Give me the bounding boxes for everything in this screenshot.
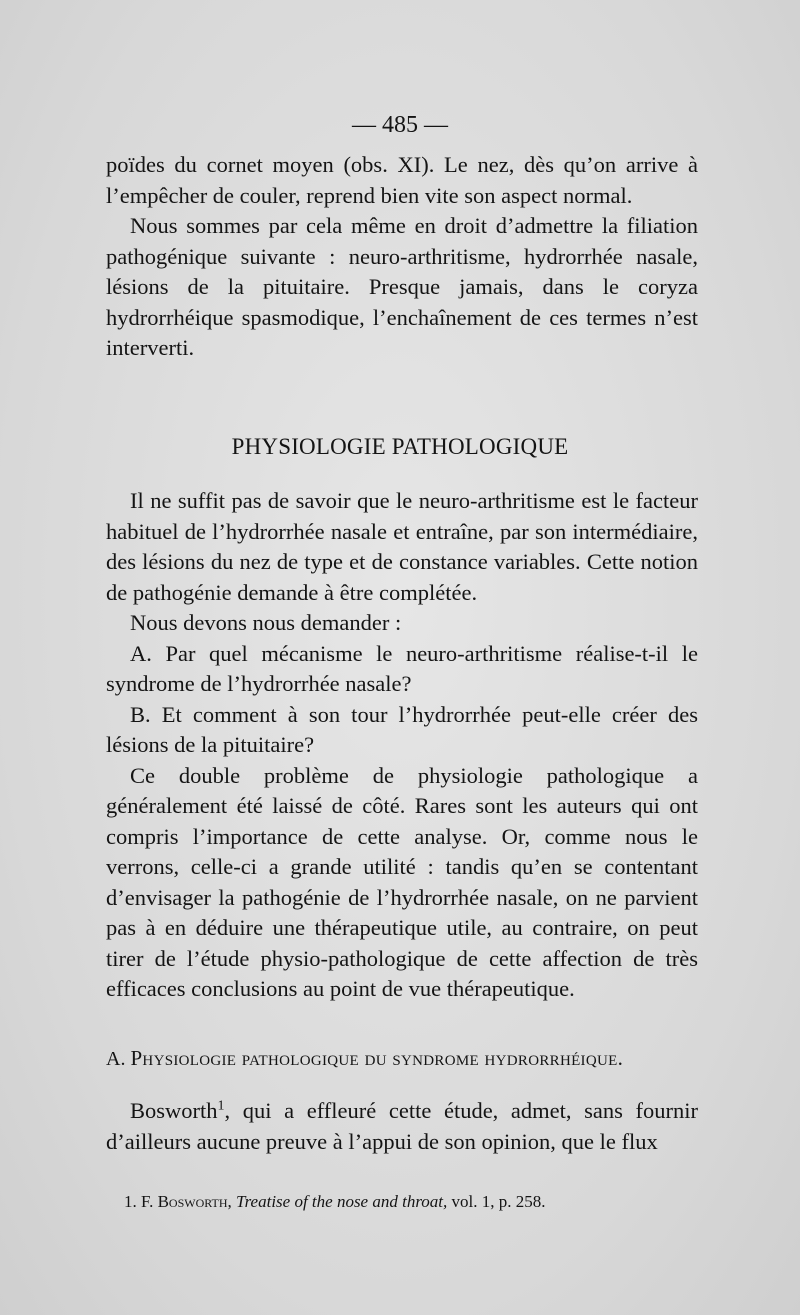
text-block-middle <box>106 486 698 1005</box>
subsection-prefix: A. <box>106 1048 126 1070</box>
text-block-top <box>106 150 698 364</box>
page-number: — 485 — <box>352 112 448 138</box>
subsection-title: Physiologie pathologique du syndrome hydrorrhéique. <box>130 1046 624 1070</box>
paragraph-lead: Bosworth <box>130 1098 218 1123</box>
footnote-title: Treatise of the nose and throat, <box>236 1192 448 1211</box>
paragraph: Nous devons nous demander : <box>130 610 402 635</box>
paragraph: Il ne suffit pas de savoir que le neuro-arthritisme est le facteur habituel de l’hydrorrhée nasale et entraîne, par son intermédiaire, des lésions du nez de type et de constance variables. Cette notion de pathogénie demande à être complétée. <box>106 488 698 605</box>
paragraph-rest: , qui a effleuré cette étude, admet, sans fournir d’ailleurs aucune preuve à l’appui de son opinion, que le flux <box>106 1098 698 1154</box>
footnote-number: 1. <box>124 1192 137 1211</box>
footnote <box>124 1192 724 1212</box>
paragraph: B. Et comment à son tour l’hydrorrhée peut-elle créer des lésions de la pituitaire? <box>106 701 698 757</box>
section-heading: PHYSIOLOGIE PATHOLOGIQUE <box>231 434 569 459</box>
footnote-author: F. Bosworth, <box>141 1192 232 1211</box>
paragraph <box>106 1096 698 1157</box>
paragraph: A. Par quel mécanisme le neuro-arthritisme réalise-t-il le syndrome de l’hydrorrhée nasale? <box>106 640 698 696</box>
paragraph: Nous sommes par cela même en droit d’admettre la filiation pathogénique suivante : neuro-arthritisme, hydrorrhée nasale, lésions de la pituitaire. Presque jamais, dans le coryza hydrorrhéique spasmodique, l’enchaînement de ces termes n’est interverti. <box>106 213 698 360</box>
subsection-heading <box>106 1046 706 1071</box>
paragraph: Ce double problème de physiologie pathologique a généralement été laissé de côté. Rares sont les auteurs qui ont compris l’importance de cette analyse. Or, comme nous le verrons, celle-ci a grande utilité : tandis qu’en se contentant d’envisager la pathogénie de l’hydrorrhée nasale, on ne parvient pas à en déduire une thérapeutique utile, au contraire, on peut tirer de l’étude physio-pathologique de cette affection de très efficaces conclusions au point de vue thérapeutique. <box>106 762 698 1001</box>
text-block-bottom <box>106 1096 698 1157</box>
paragraph: poïdes du cornet moyen (obs. XI). Le nez, dès qu’on arrive à l’empêcher de couler, reprend bien vite son aspect normal. <box>106 152 698 208</box>
footnote-reference: 1 <box>217 1098 225 1114</box>
footnote-rest: vol. 1, p. 258. <box>451 1192 546 1211</box>
